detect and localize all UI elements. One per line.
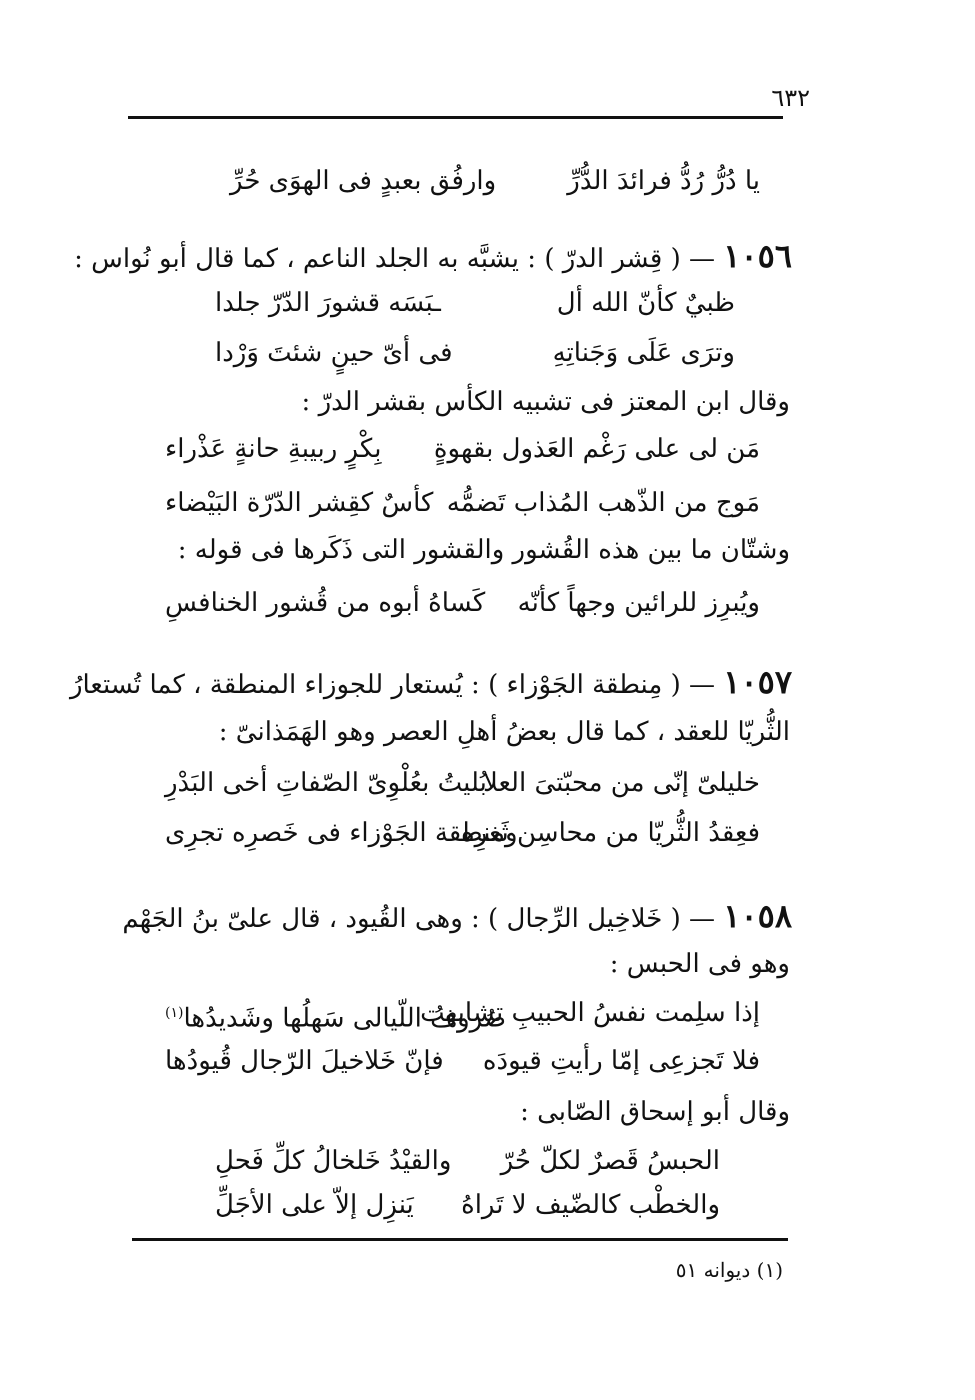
verse-hemistich-right: خليلىّ إنّى من محبّتىَ العلا xyxy=(483,768,760,798)
verse-hemistich-right: إذا سلِمت نفسُ الحبيبِ تشابهت xyxy=(420,998,760,1028)
entry-heading xyxy=(122,896,792,939)
entry-heading xyxy=(69,662,792,705)
verse-hemistich-right: مَن لى على رَغْم العَذول بقهوةٍ xyxy=(433,434,760,464)
verse-line xyxy=(215,328,735,378)
footnote-marker: (١) xyxy=(165,1005,184,1021)
prose-line: وقال أبو إسحاق الصّابى : xyxy=(520,1097,790,1127)
verse-line xyxy=(165,424,760,474)
verse-line xyxy=(165,988,760,1038)
verse-hemistich-right: وترَى عَلَى وَجَناتِهِ xyxy=(552,338,735,368)
prose-line: الثُّريّا للعقد ، كما قال بعضُ أهلِ العصر وهو الهَمَذانىّ : xyxy=(218,717,790,747)
verse-hemistich-right: مَوج من الذّهب المُذاب تَضمُّه xyxy=(446,488,760,518)
verse-hemistich-left: بُليتُ بعُلْوِىّ الصّفاتِ أخى البَدْرِ xyxy=(165,768,487,798)
verse-line xyxy=(165,808,760,858)
verse-hemistich-left: ـبَسَه قشورَ الدّرّ جلدا xyxy=(215,288,441,318)
verse-hemistich-right: والخطْب كالضّيف لا تَراهُ xyxy=(461,1190,720,1220)
footnote: (١) ديوانه ٥١ xyxy=(675,1258,783,1282)
verse-hemistich-right: ظبيٌ كأنّ الله أل xyxy=(556,288,735,318)
verse-hemistich-right: فعِقدُ الثُّريّا من محاسِن ثَغرِه xyxy=(461,818,760,848)
entry-number: ١٠٥٦ xyxy=(723,237,792,275)
verse-hemistich-left: فى أىّ حينٍ شئتَ وَرْدا xyxy=(215,338,453,368)
verse-hemistich-left: كَساهُ أبوه من قُشور الخنافسِ xyxy=(165,588,486,618)
verse-hemistich-right: الحبسُ قَصرٌ لكلّ حُرّ xyxy=(500,1146,720,1176)
verse-line xyxy=(215,1136,720,1186)
verse-line xyxy=(200,156,760,206)
page-number: ٦٣٢ xyxy=(771,84,810,112)
entry-number: ١٠٥٧ xyxy=(723,663,792,701)
entry-number: ١٠٥٨ xyxy=(723,897,792,935)
verse-hemistich-right: يا دُرُّ رُدُّ فرائدَ الدُّرِّ xyxy=(567,166,760,196)
verse-line xyxy=(165,578,760,628)
footnote-rule xyxy=(132,1238,788,1241)
verse-hemistich-left: فإنّ خَلاخيلَ الرّجال قُيودُها xyxy=(165,1046,444,1076)
verse-line xyxy=(215,278,735,328)
verse-line xyxy=(215,1180,720,1230)
prose-line: وهو فى الحبس : xyxy=(609,949,790,979)
entry-heading-text: — ( خَلاخِيل الرِّجال ) : وهى القُيود ، قال علىّ بنُ الجَهْم xyxy=(122,904,715,934)
verse-hemistich-left: كأسٌ كقِشر الدّرّة البَيْضاء xyxy=(165,488,434,518)
verse-hemistich-left: والقيْدُ خَلخالُ كلِّ فَحلِ xyxy=(215,1146,452,1176)
verse-line xyxy=(165,758,760,808)
entry-heading xyxy=(74,236,792,279)
verse-hemistich-right: فلا تَجزعِى إمّا رأيتِ قيودَه xyxy=(482,1046,760,1076)
verse-hemistich-left: بِكْرٍ ربيبةِ حانةٍ عَذْراء xyxy=(165,434,382,464)
verse-hemistich-left-text: صُروفُ اللّيالى سَهلُها وشَديدُها xyxy=(183,1003,507,1034)
prose-line: وقال ابن المعتز فى تشبيه الكأس بقشر الدرّ : xyxy=(301,387,790,417)
verse-hemistich-left: وارفُق بعبدٍ فى الهوَى حُرِّ xyxy=(230,166,497,196)
header-rule xyxy=(128,116,783,119)
verse-hemistich-left: ومنطقة الجَوْزاء فى خَصرِه تجرِى xyxy=(165,818,518,848)
entry-heading-text: — ( قِشر الدرّ ) : يشبَّه به الجلد الناعم ، كما قال أبو نُواس : xyxy=(74,244,715,274)
prose-line: وشتّان ما بين هذه القُشور والقشور التى ذَكَرها فى قوله : xyxy=(177,535,790,565)
entry-heading-text: — ( مِنطقة الجَوْزاء ) : يُستعار للجوزاء المنطقة ، كما تُستعارُ xyxy=(69,670,715,700)
verse-hemistich-right: ويُبرِز للرائين وجهاً كأنّه xyxy=(517,588,760,618)
verse-hemistich-left: يَنزِل إلاّ على الأجَلِّ xyxy=(215,1190,414,1220)
verse-line xyxy=(165,478,760,528)
verse-line xyxy=(165,1036,760,1086)
